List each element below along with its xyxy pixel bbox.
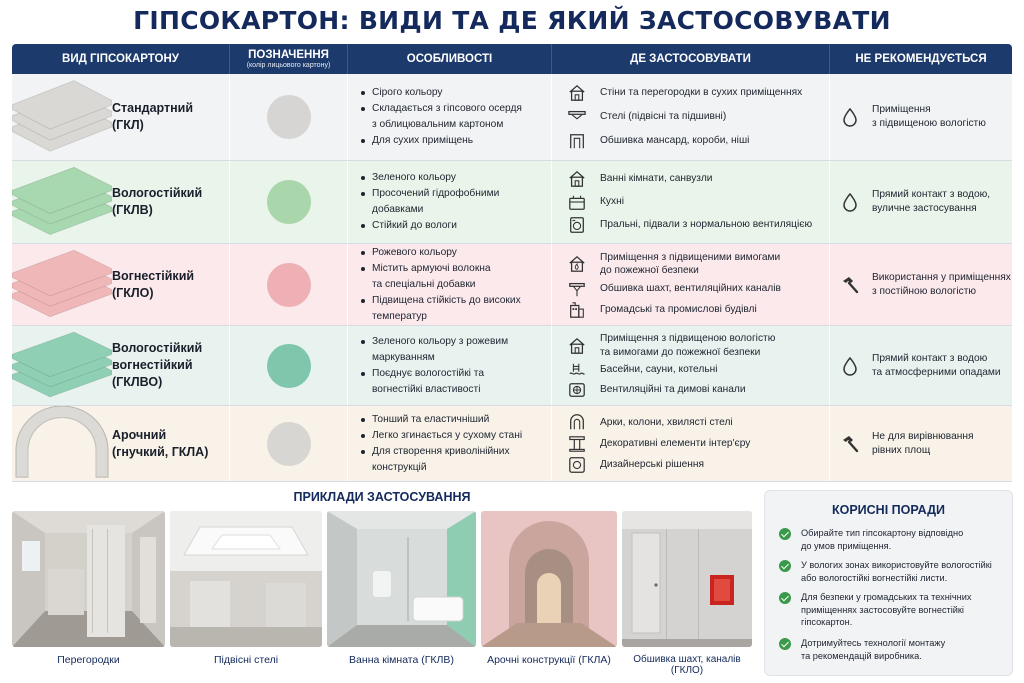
- features-cell: [348, 74, 552, 160]
- type-name: Вогнестійкий (ГКЛО): [112, 268, 195, 300]
- feature-item: Рожевого кольору: [358, 246, 521, 260]
- applications-list: [552, 244, 829, 325]
- application-item: Обшивка шахт, вентиляційних каналів: [552, 280, 829, 298]
- feature-item: Містить армуючі волокна: [358, 262, 521, 276]
- examples-title: ПРИКЛАДИ ЗАСТОСУВАННЯ: [293, 490, 471, 504]
- features-cell: [348, 244, 552, 325]
- vent-icon: [568, 381, 586, 399]
- table-row: [12, 406, 1012, 482]
- photo-partitions: [12, 511, 165, 647]
- caption-arches: Арочні конструкції (ГКЛА): [487, 654, 611, 666]
- features-list: [348, 74, 522, 160]
- applications-cell: [552, 74, 830, 160]
- type-cell: [12, 74, 230, 160]
- mark-cell: [230, 161, 348, 243]
- hammer-icon: [840, 434, 860, 454]
- type-cell: [12, 326, 230, 405]
- applications-list: [552, 326, 829, 405]
- header-where: ДЕ ЗАСТОСОВУВАТИ: [552, 44, 830, 74]
- type-name: Стандартний (ГКЛ): [112, 101, 194, 132]
- application-item: Кухні: [552, 193, 829, 211]
- feature-item: Просочений гідрофобними: [358, 187, 499, 201]
- pool-icon: [568, 361, 586, 379]
- header-not-recommended: НЕ РЕКОМЕНДУЄТЬСЯ: [855, 53, 987, 65]
- feature-item: та спеціальні добавки: [372, 278, 476, 290]
- color-swatch: [267, 180, 311, 224]
- check-icon: [779, 560, 791, 572]
- color-swatch: [267, 344, 311, 388]
- page-title: ГІПСОКАРТОН: ВИДИ ТА ДЕ ЯКИЙ ЗАСТОСОВУВАТИ: [133, 6, 891, 35]
- features-cell: [348, 406, 552, 481]
- header-type: ВИД ГІПСОКАРТОНУ: [12, 44, 230, 74]
- house-icon: [568, 84, 586, 102]
- tip-item: Дотримуйтесь технології монтажу та рекомендацій виробника.: [779, 637, 1004, 662]
- not-recommended-cell: Не для вирівнювання рівних площ: [830, 406, 1012, 481]
- drywall-types-table: [12, 44, 1012, 482]
- application-item: Арки, колони, хвилясті стелі: [552, 413, 829, 431]
- features-cell: [348, 161, 552, 243]
- door-frame-icon: [568, 132, 586, 150]
- type-name: Арочний (гнучкий, ГКЛА): [112, 427, 209, 459]
- applications-cell: [552, 244, 830, 325]
- design-icon: [568, 456, 586, 474]
- header-mark: ПОЗНАЧЕННЯ (колір лицьового картону): [230, 44, 348, 74]
- not-recommended-cell: Приміщення з підвищеною вологістю: [830, 74, 1012, 160]
- check-icon: [779, 638, 791, 650]
- drywall-sheet-image: [12, 74, 112, 160]
- header-features: ОСОБЛИВОСТІ: [348, 44, 552, 74]
- photo-bathroom: [327, 511, 476, 647]
- photo-arches: [481, 511, 617, 647]
- application-item: Громадські та промислові будівлі: [552, 301, 829, 319]
- not-recommended-cell: Прямий контакт з водою та атмосферними опадами: [830, 326, 1012, 405]
- arch-icon: [568, 413, 586, 431]
- type-name: Вологостійкий вогнестійкий (ГКЛВО): [112, 341, 203, 389]
- tip-item: У вологих зонах використовуйте вологостійкі або вологостійкі вогнестійкі листи.: [779, 559, 1004, 584]
- applications-cell: [552, 406, 830, 481]
- water-drop-icon: [840, 192, 860, 212]
- features-list: [348, 244, 521, 325]
- feature-item: Стійкий до вологи: [358, 219, 499, 233]
- features-list: [348, 406, 522, 481]
- check-icon: [779, 528, 791, 540]
- water-drop-icon: [840, 356, 860, 376]
- not-recommended-cell: Прямий контакт з водою, вуличне застосування: [830, 161, 1012, 243]
- caption-partitions: Перегородки: [57, 654, 120, 666]
- table-header: [12, 44, 1012, 74]
- not-recommended-cell: Використання у приміщеннях з постійною вологістю: [830, 244, 1012, 325]
- applications-list: [552, 406, 829, 481]
- tip-item: Обирайте тип гіпсокартону відповідно до умов приміщення.: [779, 527, 1004, 552]
- caption-suspended-ceiling: Підвісні стелі: [213, 654, 279, 666]
- type-name: Вологостійкий (ГКЛВ): [112, 186, 203, 217]
- application-item: Стіни та перегородки в сухих приміщеннях: [552, 84, 829, 102]
- feature-item: конструкцій: [372, 461, 427, 473]
- tip-item: Для безпеки у громадських та технічних приміщеннях застосовуйте вогнестійкі гіпсокартон.: [779, 591, 1004, 629]
- table-row: [12, 244, 1012, 326]
- application-item: Декоративні елементи інтер'єру: [552, 435, 829, 453]
- feature-item: Підвищена стійкість до високих: [358, 294, 521, 308]
- feature-item: Зеленого кольору з рожевим: [358, 335, 508, 349]
- application-item: Обшивка мансард, короби, ніші: [552, 132, 829, 150]
- feature-item: Для створення криволінійних: [358, 445, 522, 459]
- photo-suspended-ceiling: [170, 511, 322, 647]
- fire-house-icon: [568, 255, 586, 273]
- drywall-sheet-image: [12, 161, 112, 243]
- house-icon: [568, 170, 586, 188]
- applications-cell: [552, 326, 830, 405]
- feature-item: температур: [372, 310, 427, 322]
- mark-cell: [230, 74, 348, 160]
- applications-list: [552, 74, 829, 160]
- type-cell: [12, 161, 230, 243]
- tips-panel: [764, 490, 1013, 676]
- application-item: Дизайнерські рішення: [552, 456, 829, 474]
- check-icon: [779, 592, 791, 604]
- water-drop-icon: [840, 107, 860, 127]
- application-item: Басейни, сауни, котельні: [552, 361, 829, 379]
- application-item: Пральні, підвали з нормальною вентиляцією: [552, 216, 829, 234]
- application-item: Стелі (підвісні та підшивні): [552, 108, 829, 126]
- applications-cell: [552, 161, 830, 243]
- mark-cell: [230, 326, 348, 405]
- type-cell: [12, 406, 230, 481]
- mark-cell: [230, 406, 348, 481]
- feature-item: Для сухих приміщень: [358, 134, 522, 148]
- photo-shafts: [622, 511, 752, 647]
- feature-item: Поєднує вологостійкі та: [358, 367, 508, 381]
- color-swatch: [267, 263, 311, 307]
- applications-list: [552, 161, 829, 243]
- application-item: Приміщення з підвищеними вимогами до пожежної безпеки: [552, 251, 829, 278]
- table-row: [12, 74, 1012, 161]
- type-cell: [12, 244, 230, 325]
- feature-item: маркуванням: [372, 351, 435, 363]
- kitchen-icon: [568, 193, 586, 211]
- feature-item: добавками: [372, 204, 424, 215]
- application-item: Вентиляційні та димові канали: [552, 381, 829, 399]
- features-cell: [348, 326, 552, 405]
- table-row: [12, 326, 1012, 406]
- feature-item: вогнестійкі властивості: [372, 383, 481, 395]
- laundry-icon: [568, 216, 586, 234]
- shaft-icon: [568, 280, 586, 298]
- application-item: Ванні кімнати, санвузли: [552, 170, 829, 188]
- feature-item: Тонший та еластичніший: [358, 413, 522, 427]
- building-icon: [568, 301, 586, 319]
- color-swatch: [267, 422, 311, 466]
- caption-bathroom: Ванна кімната (ГКЛВ): [349, 654, 454, 666]
- application-item: Приміщення з підвищеною вологістю та вимогами до пожежної безпеки: [552, 332, 829, 359]
- features-list: [348, 326, 508, 405]
- column-icon: [568, 435, 586, 453]
- hammer-icon: [840, 275, 860, 295]
- drywall-sheet-image: [12, 406, 112, 481]
- house-icon: [568, 337, 586, 355]
- feature-item: Зеленого кольору: [358, 171, 499, 185]
- feature-item: Складається з гіпсового осердя: [358, 102, 522, 116]
- drywall-sheet-image: [12, 326, 112, 405]
- feature-item: з облицювальним картоном: [372, 119, 504, 130]
- caption-shafts: Обшивка шахт, каналів (ГКЛО): [633, 654, 741, 676]
- tips-title: КОРИСНІ ПОРАДИ: [831, 503, 945, 517]
- feature-item: Сірого кольору: [358, 86, 522, 100]
- feature-item: Легко згинається у сухому стані: [358, 429, 522, 443]
- ceiling-icon: [568, 108, 586, 126]
- color-swatch: [267, 95, 311, 139]
- features-list: [348, 161, 499, 243]
- mark-cell: [230, 244, 348, 325]
- table-row: [12, 161, 1012, 244]
- drywall-sheet-image: [12, 244, 112, 325]
